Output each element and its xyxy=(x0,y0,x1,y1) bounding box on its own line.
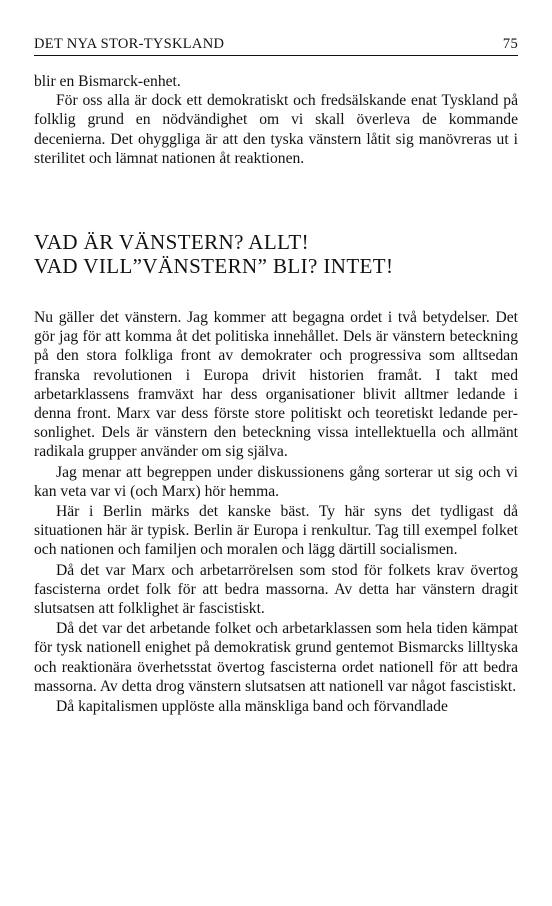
book-page xyxy=(34,36,518,717)
section-heading-line: VAD ÄR VÄNSTERN? ALLT! xyxy=(34,230,310,255)
section-text xyxy=(34,308,518,716)
paragraph: Här i Berlin märks det kanske bäst. Ty här syns det tydligast då situationen här är typisk. Berlin är Europa i renkultur. Tag till exempel folket och nationen och familjen och moralen och lägg därtill socialismen. xyxy=(34,503,518,559)
intro-text xyxy=(34,72,518,168)
paragraph: Då det var Marx och arbetarrörelsen som stod för folkets krav övertog fascisterna ordet folk för att bedra massorna. Av detta har vänstern dragit slutsatsen att folklighet är fascistiskt. xyxy=(34,561,518,618)
section-heading xyxy=(34,230,518,278)
paragraph: blir en Bismarck-enhet. xyxy=(34,73,181,90)
paragraph: Då kapitalismen upplöste alla mänskliga band och förvandlade xyxy=(56,698,448,716)
running-title: DET NYA STOR-TYSKLAND xyxy=(34,36,225,52)
running-header xyxy=(34,36,518,56)
paragraph: För oss alla är dock ett demokratiskt och fredsälskande enat Tyskland på folklig grund en nödvändighet om vi skall överleva de kommande decenierna. Det ohyggliga är att den tyska vänstern låtit sig manövreras ut i sterilitet och lämnat nationen åt reaktionen. xyxy=(34,92,518,167)
paragraph: Då det var det arbetande folket och arbetarklassen som hela tiden kämpat för tysk nationell enighet på demokratisk grund gentemot Bismarcks lilltyska och reaktionära överhetsstat övertog fascisterna ordet nationell för att bedra massorna. Av detta drog vänstern slutsatsen att nationell var något fascistiskt. xyxy=(34,620,518,695)
paragraph: Nu gäller det vänstern. Jag kommer att begagna ordet i två betydelser. Det gör jag för att komma åt det politiska innehållet. Dels är vänstern beteckning på den stora folkliga front av demokrater och progressiva som alltsedan franska revolutionen i Europa drivit historien framåt. I takt med arbetarklassens framväxt har dess organisationer blivit alltmer ledande i denna front. Marx var dess förste store politiskt och teoretiskt ledande personlighet. Dels är vänstern den beteckning vissa intellektuella och allmänt radikala grupper använder om sig själva. xyxy=(34,309,518,461)
page-number: 75 xyxy=(502,36,518,52)
section-heading-line: VAD VILL”VÄNSTERN” BLI? INTET! xyxy=(34,254,394,279)
paragraph: Jag menar att begreppen under diskussionens gång sorterar ut sig och vi kan veta var vi (och Marx) hör hemma. xyxy=(34,463,518,500)
